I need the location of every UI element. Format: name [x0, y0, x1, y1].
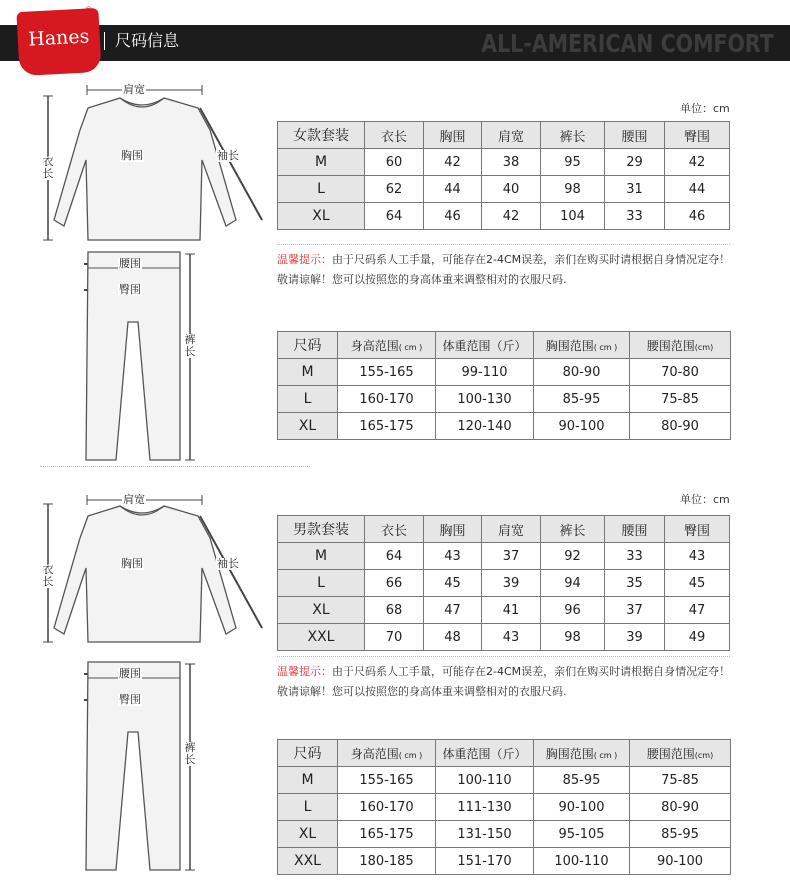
hip-label: 臀围 — [119, 283, 141, 296]
header-cell — [338, 332, 436, 359]
value-cell: 75-85 — [630, 767, 731, 794]
pants-illustration — [60, 658, 210, 878]
size-cell: XL — [278, 413, 338, 440]
value-cell: 90-100 — [534, 413, 630, 440]
value-cell: 45 — [665, 570, 730, 597]
header-cell: 腰围 — [605, 516, 665, 543]
men-tip — [277, 662, 732, 702]
table-row — [278, 386, 731, 413]
header-cell — [278, 332, 338, 359]
header-main: 体重范围（斤） — [442, 338, 527, 353]
chest-label: 胸围 — [121, 557, 143, 570]
table-row — [278, 570, 730, 597]
value-cell: 80-90 — [630, 794, 731, 821]
header-bar — [0, 25, 790, 61]
table-row — [278, 848, 731, 875]
header-main: 尺码 — [293, 338, 322, 354]
length-label: 衣长 — [42, 563, 54, 588]
size-cell: M — [278, 359, 338, 386]
pants-illustration — [60, 248, 210, 468]
header-cell: 肩宽 — [482, 516, 541, 543]
size-cell: M — [278, 543, 365, 570]
table-row — [278, 149, 730, 176]
value-cell: 37 — [482, 543, 541, 570]
header-cell — [436, 740, 534, 767]
value-cell: 155-165 — [338, 767, 436, 794]
header-main: 胸围范围 — [545, 746, 594, 761]
size-cell: XL — [278, 597, 365, 624]
value-cell: 42 — [665, 149, 730, 176]
value-cell: 85-95 — [534, 767, 630, 794]
size-cell: L — [278, 570, 365, 597]
header-cell: 肩宽 — [482, 122, 541, 149]
header-main: 腰围范围 — [646, 338, 695, 353]
header-cell: 衣长 — [365, 122, 424, 149]
hip-label: 臀围 — [119, 693, 141, 706]
value-cell: 41 — [482, 597, 541, 624]
slogan: ALL-AMERICAN COMFORT — [481, 29, 774, 58]
value-cell: 85-95 — [534, 386, 630, 413]
tip-prefix: 温馨提示： — [277, 253, 332, 266]
value-cell: 90-100 — [630, 848, 731, 875]
women-pants-figure — [60, 248, 210, 468]
header-cell: 胸围 — [424, 122, 482, 149]
value-cell: 100-110 — [436, 767, 534, 794]
header-main: 身高范围 — [350, 338, 399, 353]
size-cell: L — [278, 794, 338, 821]
value-cell: 37 — [605, 597, 665, 624]
value-cell: 151-170 — [436, 848, 534, 875]
value-cell: 31 — [605, 176, 665, 203]
header-cell — [338, 740, 436, 767]
table-header-row — [278, 740, 731, 767]
header-cell — [630, 740, 731, 767]
header-sub: (cm) — [694, 750, 714, 760]
chest-label: 胸围 — [121, 149, 143, 162]
brand-logo — [16, 8, 101, 76]
value-cell: 42 — [482, 203, 541, 230]
header-main: 体重范围（斤） — [442, 746, 527, 761]
size-cell: XXL — [278, 624, 365, 651]
shirt-illustration — [40, 80, 270, 250]
header-sub: ( cm ) — [398, 342, 423, 352]
value-cell: 165-175 — [338, 413, 436, 440]
men-shirt-figure — [40, 492, 270, 652]
value-cell: 64 — [365, 203, 424, 230]
size-cell: L — [278, 176, 365, 203]
value-cell: 180-185 — [338, 848, 436, 875]
value-cell: 49 — [665, 624, 730, 651]
women-unit-label: 单位：cm — [680, 102, 730, 115]
value-cell: 43 — [424, 543, 482, 570]
section-divider — [40, 466, 310, 467]
value-cell: 48 — [424, 624, 482, 651]
shirt-illustration — [40, 492, 270, 652]
sleeve-label: 袖长 — [217, 557, 239, 570]
header-cell — [534, 332, 630, 359]
value-cell: 33 — [605, 203, 665, 230]
divider — [277, 244, 730, 245]
header-cell: 裤长 — [541, 122, 605, 149]
header-cell: 臀围 — [665, 516, 730, 543]
size-cell: M — [278, 767, 338, 794]
size-cell: XL — [278, 821, 338, 848]
value-cell: 66 — [365, 570, 424, 597]
tip-text: 由于尺码系人工手量，可能存在2-4CM误差，亲们在购买时请根据自身情况定夺！敬请谅解！您可以按照您的身高体重来调整相对的衣服尺码. — [277, 665, 731, 698]
value-cell: 62 — [365, 176, 424, 203]
table-row — [278, 413, 731, 440]
table-header-row — [278, 332, 731, 359]
header-sub: ( cm ) — [398, 750, 423, 760]
pants-length-label: 裤长 — [184, 741, 196, 766]
value-cell: 38 — [482, 149, 541, 176]
header-main: 尺码 — [293, 746, 322, 762]
value-cell: 92 — [541, 543, 605, 570]
table-row — [278, 624, 730, 651]
table-row — [278, 821, 731, 848]
table-row — [278, 359, 731, 386]
header-main: 腰围范围 — [646, 746, 695, 761]
tip-text: 由于尺码系人工手量，可能存在2-4CM误差，亲们在购买时请根据自身情况定夺！敬请谅解！您可以按照您的身高体重来调整相对的衣服尺码. — [277, 253, 731, 286]
header-sub: ( cm ) — [593, 342, 618, 352]
registered-mark: ® — [84, 6, 93, 16]
value-cell: 131-150 — [436, 821, 534, 848]
tip-prefix: 温馨提示： — [277, 665, 332, 678]
value-cell: 47 — [424, 597, 482, 624]
value-cell: 160-170 — [338, 794, 436, 821]
header-cell — [278, 740, 338, 767]
divider — [277, 656, 730, 657]
header-cell — [436, 332, 534, 359]
value-cell: 104 — [541, 203, 605, 230]
value-cell: 90-100 — [534, 794, 630, 821]
value-cell: 99-110 — [436, 359, 534, 386]
value-cell: 33 — [605, 543, 665, 570]
shoulder-label: 肩宽 — [123, 493, 145, 506]
size-cell: M — [278, 149, 365, 176]
value-cell: 47 — [665, 597, 730, 624]
table-row — [278, 767, 731, 794]
value-cell: 39 — [605, 624, 665, 651]
length-label: 衣长 — [42, 155, 54, 180]
men-fit-table — [277, 739, 731, 875]
value-cell: 68 — [365, 597, 424, 624]
brand-logo-text: Hanes — [27, 25, 90, 51]
value-cell: 45 — [424, 570, 482, 597]
sleeve-label: 袖长 — [217, 149, 239, 162]
header-cell: 臀围 — [665, 122, 730, 149]
value-cell: 80-90 — [534, 359, 630, 386]
table-row — [278, 597, 730, 624]
value-cell: 120-140 — [436, 413, 534, 440]
value-cell: 44 — [424, 176, 482, 203]
table-row — [278, 176, 730, 203]
value-cell: 39 — [482, 570, 541, 597]
header-main: 身高范围 — [350, 746, 399, 761]
header-cell: 男款套装 — [278, 516, 365, 543]
page-title: 尺码信息 — [104, 32, 179, 50]
shoulder-label: 肩宽 — [123, 83, 145, 96]
men-size-table — [277, 515, 730, 651]
header-sub: (cm) — [694, 342, 714, 352]
value-cell: 75-85 — [630, 386, 731, 413]
value-cell: 111-130 — [436, 794, 534, 821]
header-cell — [534, 740, 630, 767]
table-row — [278, 203, 730, 230]
value-cell: 155-165 — [338, 359, 436, 386]
value-cell: 95-105 — [534, 821, 630, 848]
table-header-row — [278, 516, 730, 543]
value-cell: 85-95 — [630, 821, 731, 848]
value-cell: 46 — [665, 203, 730, 230]
header-cell: 衣长 — [365, 516, 424, 543]
men-unit-label: 单位：cm — [680, 493, 730, 506]
value-cell: 43 — [665, 543, 730, 570]
value-cell: 42 — [424, 149, 482, 176]
value-cell: 60 — [365, 149, 424, 176]
value-cell: 29 — [605, 149, 665, 176]
women-shirt-figure — [40, 80, 270, 250]
value-cell: 40 — [482, 176, 541, 203]
header-cell: 腰围 — [605, 122, 665, 149]
value-cell: 100-130 — [436, 386, 534, 413]
value-cell: 100-110 — [534, 848, 630, 875]
size-cell: L — [278, 386, 338, 413]
value-cell: 35 — [605, 570, 665, 597]
header-cell: 胸围 — [424, 516, 482, 543]
header-cell: 女款套装 — [278, 122, 365, 149]
men-pants-figure — [60, 658, 210, 878]
value-cell: 98 — [541, 624, 605, 651]
value-cell: 70 — [365, 624, 424, 651]
value-cell: 44 — [665, 176, 730, 203]
women-fit-table — [277, 331, 731, 440]
value-cell: 70-80 — [630, 359, 731, 386]
value-cell: 64 — [365, 543, 424, 570]
waist-label: 腰围 — [119, 257, 141, 270]
women-tip — [277, 250, 732, 290]
header-cell: 裤长 — [541, 516, 605, 543]
header-main: 胸围范围 — [545, 338, 594, 353]
women-size-table — [277, 121, 730, 230]
value-cell: 46 — [424, 203, 482, 230]
header-sub: ( cm ) — [593, 750, 618, 760]
size-cell: XL — [278, 203, 365, 230]
size-cell: XXL — [278, 848, 338, 875]
value-cell: 95 — [541, 149, 605, 176]
waist-label: 腰围 — [119, 667, 141, 680]
value-cell: 80-90 — [630, 413, 731, 440]
value-cell: 96 — [541, 597, 605, 624]
pants-length-label: 裤长 — [184, 333, 196, 358]
table-row — [278, 543, 730, 570]
value-cell: 160-170 — [338, 386, 436, 413]
table-row — [278, 794, 731, 821]
value-cell: 165-175 — [338, 821, 436, 848]
table-header-row — [278, 122, 730, 149]
value-cell: 94 — [541, 570, 605, 597]
value-cell: 98 — [541, 176, 605, 203]
header-cell — [630, 332, 731, 359]
value-cell: 43 — [482, 624, 541, 651]
